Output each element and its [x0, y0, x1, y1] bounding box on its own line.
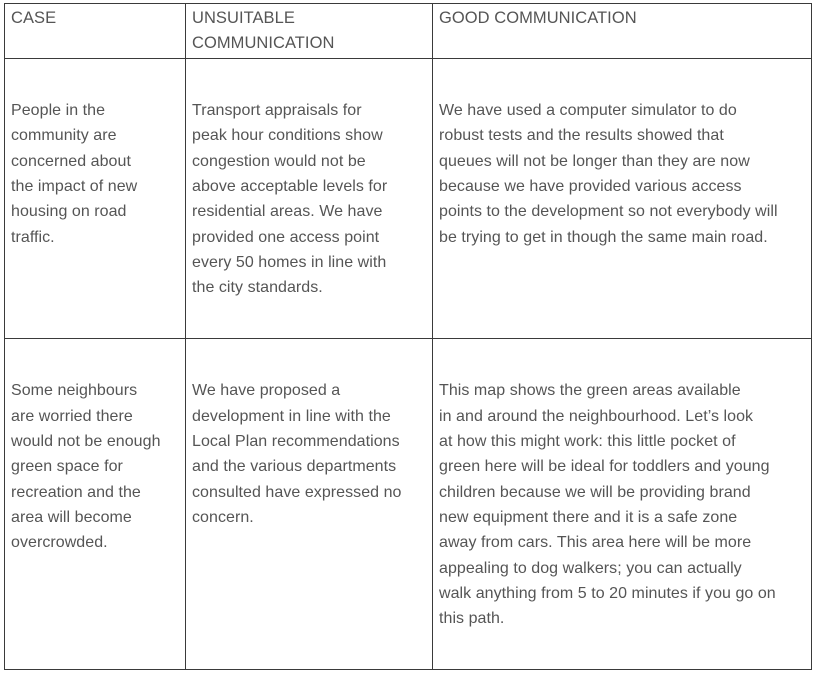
case-cell	[5, 339, 186, 670]
table-row	[5, 59, 812, 339]
header-unsuitable-label: UNSUITABLE COMMUNICATION	[192, 9, 335, 52]
case-cell	[5, 59, 186, 339]
header-cell-case	[5, 4, 186, 59]
good-text: We have used a computer simulator to do robust tests and the results showed that queues will not be longer than they are now because we have provided various access points to the development so not everybody will be trying to get in though the same main road.	[439, 102, 778, 246]
table-header-row	[5, 4, 812, 59]
table-row	[5, 339, 812, 670]
good-cell	[433, 59, 812, 339]
header-cell-good	[433, 4, 812, 59]
header-cell-unsuitable	[186, 4, 433, 59]
unsuitable-text: Transport appraisals for peak hour conditions show congestion would not be above acceptable levels for residential areas. We have provided one access point every 50 homes in line with the city standards.	[192, 102, 388, 297]
unsuitable-cell	[186, 339, 433, 670]
case-text: People in the community are concerned about the impact of new housing on road traffic.	[11, 102, 138, 246]
communication-table	[4, 3, 812, 670]
header-good-label: GOOD COMMUNICATION	[439, 9, 637, 27]
unsuitable-cell	[186, 59, 433, 339]
header-case-label: CASE	[11, 9, 57, 27]
good-cell	[433, 339, 812, 670]
unsuitable-text: We have proposed a development in line with the Local Plan recommendations and the various departments consulted have expressed no concern.	[192, 382, 402, 526]
good-text: This map shows the green areas available in and around the neighbourhood. Let’s look at how this might work: this little pocket of green here will be ideal for toddlers and young children because we will be providing brand new equipment there and it is a safe zone away from cars. This area here will be more appealing to dog walkers; you can actually walk anything from 5 to 20 minutes if you go on this path.	[439, 382, 776, 628]
case-text: Some neighbours are worried there would not be enough green space for recreation and the area will become overcrowded.	[11, 382, 161, 552]
